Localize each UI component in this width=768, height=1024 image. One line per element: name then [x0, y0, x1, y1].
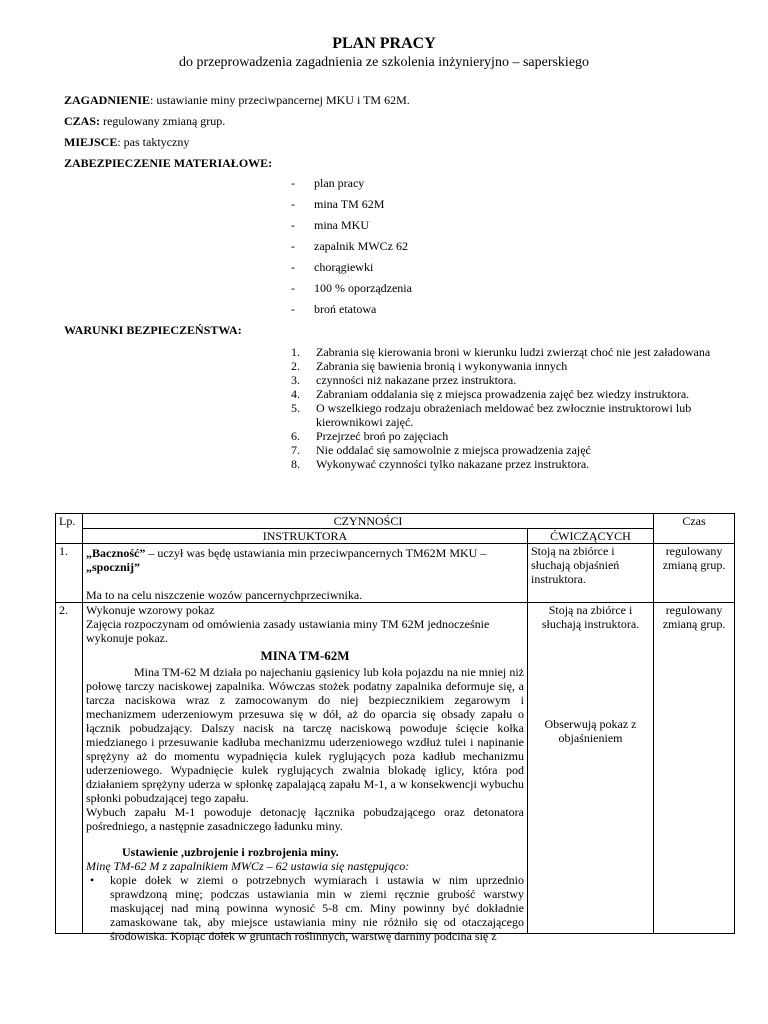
rule-text: Zabrania się bawienia bronią i wykonywania innych: [316, 359, 568, 373]
rule-item: [291, 429, 721, 443]
rule-item: [291, 457, 721, 471]
rule-text: Nie oddalać się samowolnie z miejsca prowadzenia zajęć: [316, 443, 591, 457]
row-cwiczacych-cell: [528, 603, 654, 934]
warunki-heading: WARUNKI BEZPIECZEŃSTWA:: [64, 323, 242, 337]
row-instruktora-cell: [83, 544, 528, 603]
rule-number: 1.: [291, 345, 300, 359]
table-row: [56, 544, 735, 603]
row-number: 1.: [56, 544, 83, 603]
rule-item: [291, 345, 721, 359]
table-header-row: [56, 514, 735, 529]
list-dash: -: [291, 239, 295, 253]
rule-item: [291, 387, 721, 401]
materials-item: [291, 176, 412, 197]
materials-item: [291, 239, 412, 260]
row-czas-cell: regulowany zmianą grup.: [654, 603, 735, 934]
rule-text: Wykonywać czynności tylko nakazane przez instruktora.: [316, 457, 590, 471]
rule-text: czynności niż nakazane przez instruktora.: [316, 373, 517, 387]
materials-item-text: chorągiewki: [314, 260, 374, 274]
work-plan-table: [55, 513, 735, 943]
arming-intro: Minę TM-62 M z zapalnikiem MWCz – 62 ustawia się następująco:: [86, 859, 410, 873]
rule-number: 6.: [291, 429, 300, 443]
materials-item-text: zapalnik MWCz 62: [314, 239, 408, 253]
mina-detonation: Wybuch zapału M-1 powoduje detonację łącznika pobudzającego oraz detonatora pośredniego, a następnie zasadniczego ładunku miny.: [86, 805, 524, 833]
materials-item-text: mina MKU: [314, 218, 369, 232]
materials-item: [291, 260, 412, 281]
materials-item-text: plan pracy: [314, 176, 365, 190]
rule-number: 3.: [291, 373, 300, 387]
materials-list: [291, 176, 412, 323]
bullet-dot: •: [90, 873, 95, 887]
document-title: PLAN PRACY: [332, 35, 436, 52]
rule-number: 7.: [291, 443, 300, 457]
rule-item: [291, 443, 721, 457]
materials-item-text: 100 % oporządzenia: [314, 281, 412, 295]
list-dash: -: [291, 197, 295, 211]
table-subheader-row: [56, 529, 735, 544]
meta-miejsce: [64, 135, 189, 149]
meta-czas: [64, 114, 225, 128]
document-subtitle: do przeprowadzenia zagadnienia ze szkolenia inżynieryjno – saperskiego: [178, 55, 590, 70]
header-cwiczacych: ĆWICZĄCYCH: [528, 529, 654, 544]
meta-zagadnienie-label: ZAGADNIENIE: [64, 93, 151, 107]
rule-number: 2.: [291, 359, 300, 373]
materials-item: [291, 302, 412, 323]
rule-item: [291, 373, 721, 387]
rule-item: [291, 401, 721, 429]
header-czas: Czas: [654, 514, 735, 544]
meta-zagadnienie: [64, 93, 410, 107]
command-spocznij: „spocznij”: [86, 560, 140, 574]
header-instruktora: INSTRUKTORA: [83, 529, 528, 544]
row2-line2: Zajęcia rozpoczynam od omówienia zasady ustawiania miny TM 62M jednocześnie wykonuje pokaz.: [86, 617, 490, 645]
rule-number: 8.: [291, 457, 300, 471]
list-dash: -: [291, 218, 295, 232]
list-dash: -: [291, 302, 295, 316]
row2-content: [86, 603, 524, 943]
row1-command: [86, 546, 524, 574]
meta-zabezpieczenie: [64, 156, 272, 170]
row-number: 2.: [56, 603, 83, 934]
materials-item-text: broń etatowa: [314, 302, 377, 316]
rule-text: Przejrzeć broń po zajęciach: [316, 429, 449, 443]
list-dash: -: [291, 176, 295, 190]
bullet-text: kopie dołek w ziemi o potrzebnych wymiarach i ustawia w nim uprzednio sprawdzoną minę; podczas ustawiania min w ziemi ręcznie grubość warstwy maskującej nad miną powinna wynosić 5-8 cm. Miny powinny być dokładnie zamaskowane tak, aby miejsce ustawiania miny nie różniło się od otaczającego środowiska. Kopiąc dołek w gruntach roślinnych, warstwę darniny podcina się z: [110, 873, 524, 943]
cwiczacych-note-b: Obserwują pokaz z objaśnieniem: [544, 717, 637, 745]
row2-line1: Wykonuje wzorowy pokaz: [86, 603, 215, 617]
row-cwiczacych-cell: Stoją na zbiórce i słuchają objaśnień instruktora.: [528, 544, 654, 603]
list-dash: -: [291, 260, 295, 274]
row-czas-cell: regulowany zmianą grup.: [654, 544, 735, 603]
zabezpieczenie-heading: ZABEZPIECZENIE MATERIAŁOWE:: [64, 156, 273, 170]
materials-item: [291, 197, 412, 218]
meta-czas-value: regulowany zmianą grup.: [100, 114, 226, 128]
meta-czas-label: CZAS:: [64, 114, 101, 128]
rule-number: 5.: [291, 401, 300, 415]
header-czynnosci: CZYNNOŚCI: [83, 514, 654, 529]
meta-zagadnienie-value: : ustawianie miny przeciwpancernej MKU i TM 62M.: [150, 93, 410, 107]
rule-item: [291, 359, 721, 373]
meta-warunki: [64, 323, 242, 337]
materials-item: [291, 218, 412, 239]
rule-number: 4.: [291, 387, 300, 401]
rule-text: Zabraniam oddalania się z miejsca prowadzenia zajęć bez wiedzy instruktora.: [316, 387, 690, 401]
table-row: [56, 603, 735, 934]
materials-item-text: mina TM 62M: [314, 197, 385, 211]
meta-miejsce-value: : pas taktyczny: [117, 135, 190, 149]
mina-description: Mina TM-62 M działa po najechaniu gąsienicy lub koła pojazdu na nie mniej niż połowę tarczy naciskowej zapalnika. Wówczas stożek podatny zapalnika deformuje się, a tarcza naciskowa wraz z zamocowanym do niej bezpiecznikiem zegarowym i mechanizmem uderzeniowym przesuwa się w dół, aż do oparcia się obsady zapału o łącznik pobudzający. Dalszy nacisk na tarczę naciskową powoduje ścięcie kołka miedzianego i przesuwanie kadłuba mechanizmu uderzeniowego wzdłuż tulei i napinanie sprężyny aż do momentu wypadnięcia kulek ryglujących poza kadłub mechanizmu uderzeniowego. Wypadnięcie kulek ryglujących zwalnia blokadę iglicy, która pod działaniem sprężyny uderza w spłonkę zapalającą zapału M-1, a w konsekwencji wybuchu spłonki pobudzającej tego zapału.: [86, 665, 524, 805]
row-instruktora-cell: [83, 603, 528, 943]
command-text: – uczył was będę ustawiania min przeciwpancernych TM62M MKU –: [145, 546, 487, 560]
rule-text: Zabrania się kierowania broni w kierunku ludzi zwierząt choć nie jest załadowana: [316, 345, 711, 359]
row1-note: Ma to na celu niszczenie wozów pancernychprzeciwnika.: [86, 588, 363, 602]
list-dash: -: [291, 281, 295, 295]
list-item: [86, 873, 524, 943]
arming-heading: Ustawienie ,uzbrojenie i rozbrojenia miny.: [122, 845, 339, 859]
rule-text: O wszelkiego rodzaju obrażeniach meldować bez zwłocznie instruktorowi lub kierownikowi zajęć.: [316, 401, 692, 429]
materials-item: [291, 281, 412, 302]
meta-miejsce-label: MIEJSCE: [64, 135, 118, 149]
cwiczacych-note-a: Stoją na zbiórce i słuchają instruktora.: [541, 603, 640, 631]
command-bacznosc: „Baczność”: [86, 546, 146, 560]
mina-heading: MINA TM-62M: [260, 648, 350, 663]
header-lp: Lp.: [56, 514, 83, 544]
safety-rules-list: [291, 345, 721, 471]
